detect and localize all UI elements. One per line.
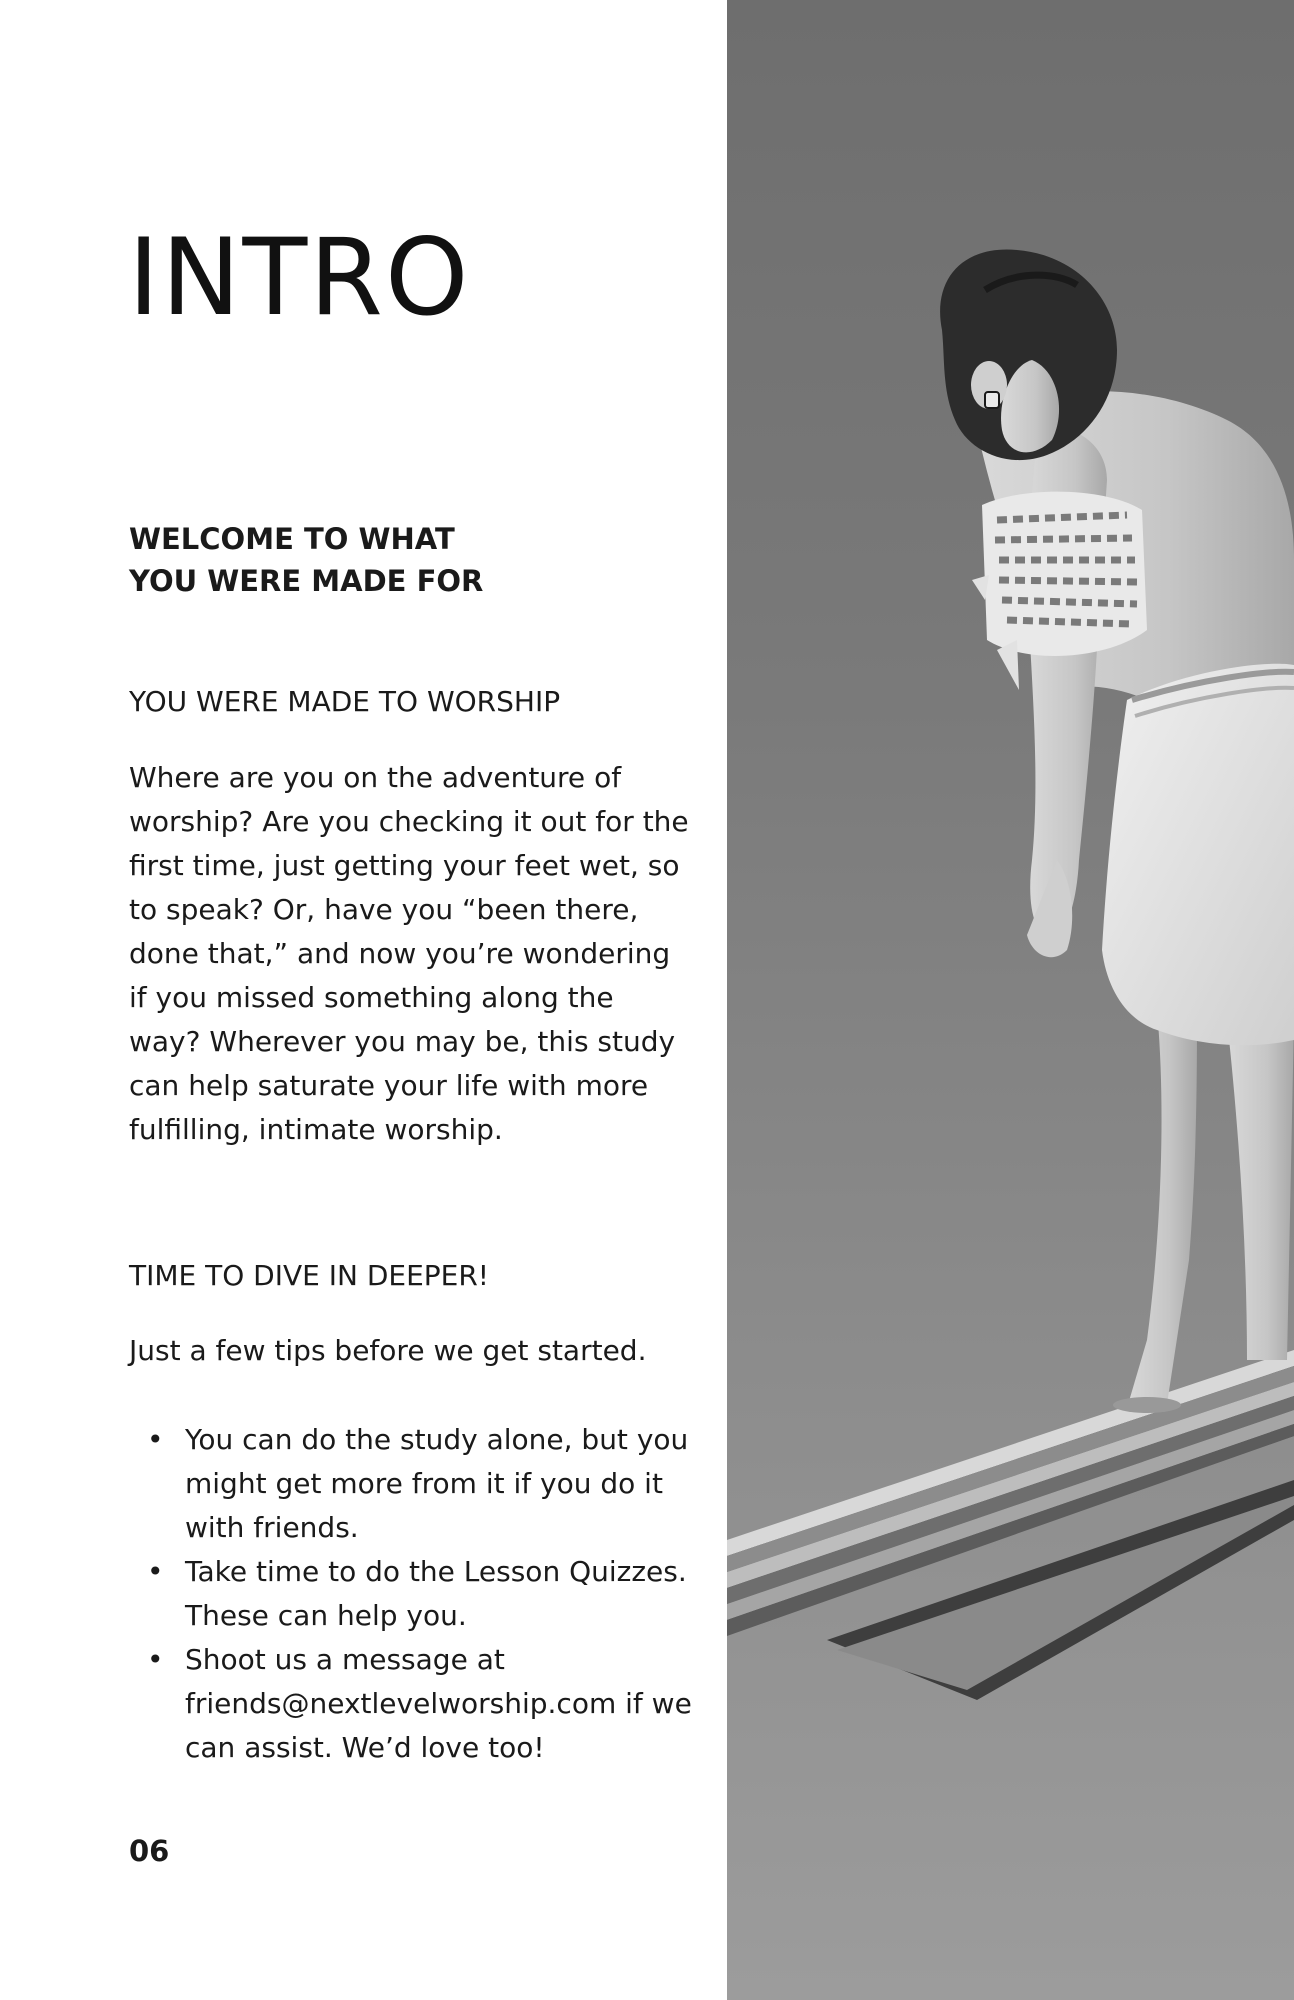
tip-item	[129, 1550, 709, 1638]
section-body-dive: Just a few tips before we get started.	[129, 1334, 647, 1367]
subtitle-line-2: YOU WERE MADE FOR	[129, 564, 484, 598]
section-body-worship: Where are you on the adventure of worship? Are you checking it out for the first time, just getting your feet wet, so to speak? Or, have you “been there, done that,” and now you’re wondering if you missed something along the way? Wherever you may be, this study can help saturate your life with more fulfilling, intimate worship.	[129, 761, 689, 1146]
section-heading-worship: YOU WERE MADE TO WORSHIP	[129, 685, 561, 718]
boy-legs	[1113, 1010, 1294, 1413]
section-heading-dive: TIME TO DIVE IN DEEPER!	[129, 1259, 490, 1292]
tip-item	[129, 1638, 709, 1770]
page-title: INTRO	[128, 216, 471, 339]
tip-item	[129, 1418, 709, 1550]
page-subtitle	[129, 518, 483, 602]
bullet-icon: •	[147, 1643, 164, 1676]
tips-list	[129, 1418, 709, 1770]
page-number: 06	[129, 1834, 170, 1868]
diving-boy-illustration	[727, 0, 1294, 2000]
diving-boy-photo	[727, 0, 1294, 2000]
diving-board	[727, 1350, 1294, 1700]
bullet-icon: •	[147, 1555, 164, 1588]
bullet-icon: •	[147, 1423, 164, 1456]
tip-text: Take time to do the Lesson Quizzes. These can help you.	[185, 1555, 687, 1632]
tip-text: Shoot us a message at friends@nextlevelworship.com if we can assist. We’d love too!	[185, 1643, 692, 1764]
subtitle-line-1: WELCOME TO WHAT	[129, 522, 455, 556]
boy-shorts	[1102, 664, 1294, 1045]
tip-text: You can do the study alone, but you might get more from it if you do it with friends.	[185, 1423, 689, 1544]
